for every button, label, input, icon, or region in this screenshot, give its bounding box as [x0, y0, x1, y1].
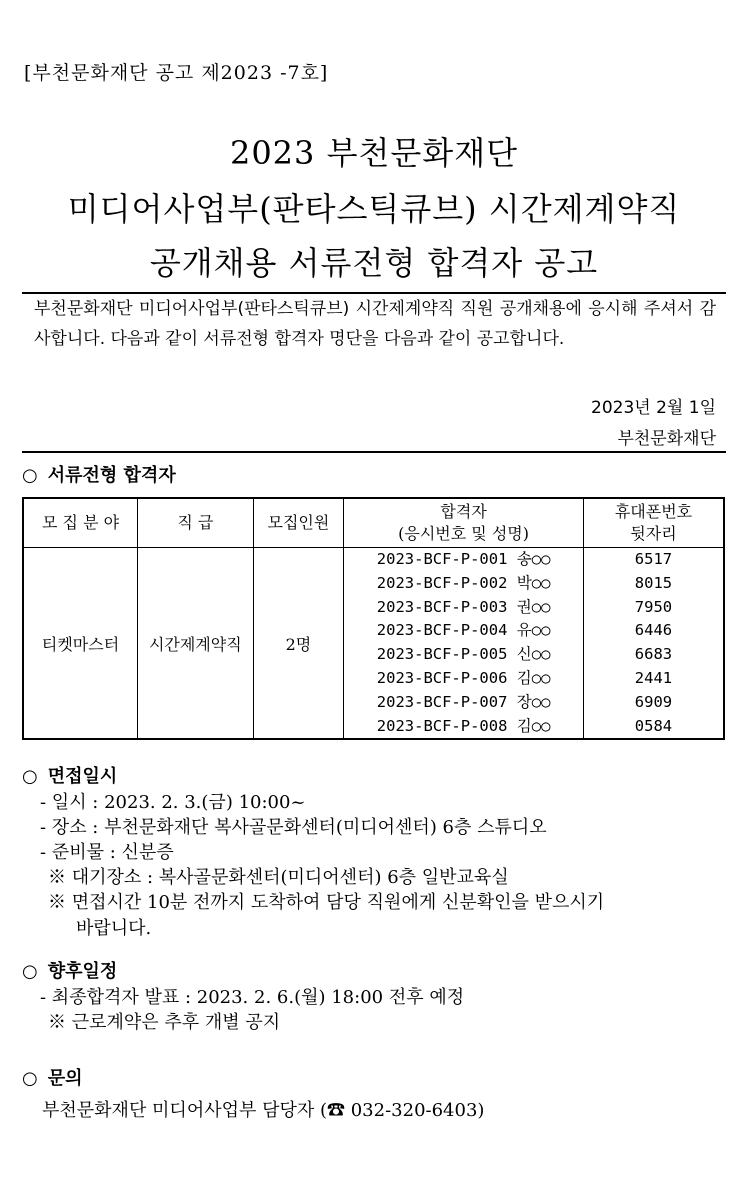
section-title: 면접일시 [47, 766, 118, 787]
cell-rank: 시간제계약직 [138, 548, 254, 740]
table-header-row [23, 498, 724, 548]
header-passer-line1: 합격자 [440, 502, 487, 521]
header-passer [344, 498, 584, 548]
section-contact-heading [22, 1064, 83, 1090]
passers-table [22, 497, 725, 740]
header-field: 모 집 분 야 [23, 498, 138, 548]
header-phone-line2: 뒷자리 [630, 524, 677, 543]
title-line-3: 공개채용 서류전형 합격자 공고 [149, 244, 599, 282]
bullet-circle-icon: ○ [22, 1068, 38, 1089]
section-passers-heading [22, 461, 176, 487]
section-title: 문의 [47, 1068, 83, 1089]
phone-entry: 2441 [634, 668, 673, 687]
bullet-circle-icon: ○ [22, 465, 38, 486]
phone-entry: 6517 [634, 550, 673, 568]
header-passer-line2: (응시번호 및 성명) [398, 524, 530, 543]
header-rank: 직 급 [138, 498, 254, 548]
cell-phones [583, 548, 724, 740]
title-line-1: 2023 부천문화재단 [229, 134, 519, 172]
final-announcement-line: - 최종합격자 발표 : 2023. 2. 6.(월) 18:00 전후 예정 [40, 987, 465, 1008]
table-row [23, 548, 724, 740]
middle-divider [22, 451, 726, 453]
cell-applicants [344, 548, 584, 740]
contact-info: 부천문화재단 미디어사업부 담당자 (☎ 032-320-6403) [42, 1100, 485, 1121]
section-schedule-heading [22, 957, 117, 983]
interview-arrival-note: ※ 면접시간 10분 전까지 도착하여 담당 직원에게 신분확인을 받으시기 [48, 892, 605, 913]
interview-date-line: - 일시 : 2023. 2. 3.(금) 10:00~ [40, 792, 306, 813]
section-title: 향후일정 [47, 961, 118, 982]
applicant-entry: 2023-BCF-P-003 권○○ [376, 597, 551, 616]
header-quota: 모집인원 [253, 498, 344, 548]
phone-entry: 6446 [634, 621, 673, 640]
interview-arrival-note-cont: 바랍니다. [76, 918, 152, 939]
applicant-entry: 2023-BCF-P-007 장○○ [376, 692, 551, 711]
cell-field: 티켓마스터 [23, 548, 138, 740]
phone-entry: 6683 [634, 645, 673, 664]
header-phone-line1: 휴대폰번호 [614, 502, 693, 521]
interview-waiting-note: ※ 대기장소 : 복사골문화센터(미디어센터) 6층 일반교육실 [48, 867, 509, 888]
applicant-entry: 2023-BCF-P-002 박○○ [376, 573, 551, 592]
phone-entry: 7950 [634, 597, 673, 616]
phone-entry: 8015 [634, 573, 673, 592]
phone-entry: 6909 [634, 692, 673, 711]
bullet-circle-icon: ○ [22, 766, 38, 787]
applicant-entry: 2023-BCF-P-006 김○○ [376, 668, 551, 687]
bullet-circle-icon: ○ [22, 961, 38, 982]
interview-place-line: - 장소 : 부천문화재단 복사골문화센터(미디어센터) 6층 스튜디오 [40, 817, 547, 838]
applicant-entry: 2023-BCF-P-008 김○○ [376, 716, 551, 735]
notice-date: 2023년 2월 1일 [591, 398, 716, 418]
issuer-name: 부천문화재단 [617, 429, 716, 449]
header-phone [583, 498, 724, 548]
cell-quota: 2명 [253, 548, 344, 740]
contract-note: ※ 근로계약은 추후 개별 공지 [48, 1012, 281, 1033]
applicant-entry: 2023-BCF-P-001 송○○ [376, 550, 551, 568]
applicant-entry: 2023-BCF-P-004 유○○ [376, 621, 551, 640]
section-title: 서류전형 합격자 [47, 465, 176, 486]
interview-items-line: - 준비물 : 신분증 [40, 842, 174, 863]
intro-paragraph: 부천문화재단 미디어사업부(판타스틱큐브) 시간제계약직 직원 공개채용에 응시해 주셔서 감사합니다. 다음과 같이 서류전형 합격자 명단을 다음과 같이 공고합니다. [34, 299, 716, 349]
notice-number: [부천문화재단 공고 제2023 -7호] [24, 62, 329, 84]
section-interview-heading [22, 762, 117, 788]
phone-entry: 0584 [634, 716, 673, 735]
title-line-2: 미디어사업부(판타스틱큐브) 시간제계약직 [67, 190, 681, 228]
applicant-entry: 2023-BCF-P-005 신○○ [376, 645, 551, 664]
